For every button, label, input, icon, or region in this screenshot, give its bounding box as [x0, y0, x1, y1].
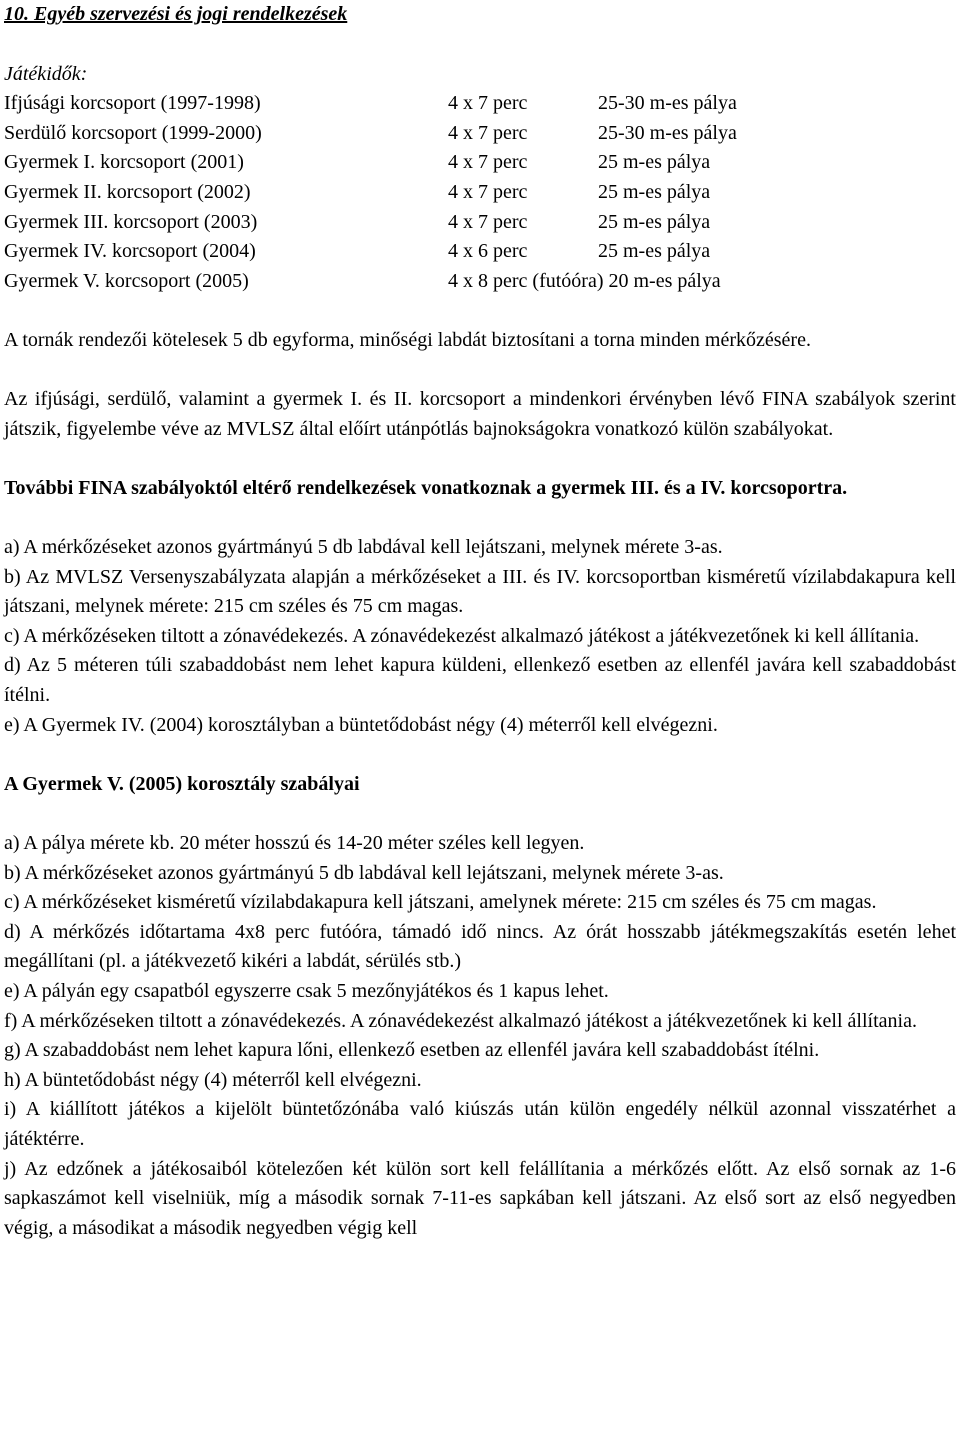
section-title-gyermek-v: A Gyermek V. (2005) korosztály szabályai [4, 772, 360, 795]
list-item: d) Az 5 méteren túli szabaddobást nem lehet kapura küldeni, ellenkező esetben az ellenfél javára kell szabaddobást ítélni. [4, 654, 956, 707]
spacer [4, 356, 956, 386]
game-time: 4 x 8 perc (futóóra) 20 m-es pálya [448, 269, 721, 292]
list-item: j) Az edzőnek a játékosaiból kötelezően két külön sort kell felállítania a mérkőzés előtt. Az első sornak az 1-6 sapkaszámot kell viselniük, míg a második sornak 7-11-es sapkában kell játszani. Az első sort az első negyedben végig, a másodikat a második negyedben végig kell [4, 1157, 956, 1239]
table-row [4, 237, 956, 267]
list-item: h) A büntetődobást négy (4) méterről kell elvégezni. [4, 1068, 422, 1091]
spacer [4, 740, 956, 770]
game-time: 4 x 7 perc [448, 151, 528, 174]
paragraph-fina-rules: Az ifjúsági, serdülő, valamint a gyermek I. és II. korcsoport a mindenkori érvényben lévő FINA szabályok szerint játszik, figyelembe véve az MVLSZ által előírt utánpótlás bajnokságokra vonatkozó külön szabályokat. [4, 388, 956, 440]
age-group: Gyermek IV. korcsoport (2004) [4, 240, 256, 263]
game-time: 4 x 7 perc [448, 210, 528, 233]
pool-size: 25-30 m-es pálya [598, 92, 737, 115]
spacer [4, 504, 956, 534]
age-group: Gyermek V. korcsoport (2005) [4, 269, 249, 292]
list-item: b) Az MVLSZ Versenyszabályzata alapján a mérkőzéseket a III. és IV. korcsoportban kisméretű vízilabdakapura kell játszani, melynek mérete: 215 cm széles és 75 cm magas. [4, 565, 956, 618]
pool-size: 25-30 m-es pálya [598, 121, 737, 144]
section-heading: 10. Egyéb szervezési és jogi rendelkezések [4, 3, 348, 25]
game-time: 4 x 7 perc [448, 92, 528, 115]
table-row [4, 148, 956, 178]
game-time: 4 x 7 perc [448, 121, 528, 144]
game-time: 4 x 7 perc [448, 180, 528, 203]
list-item: c) A mérkőzéseket kisméretű vízilabdakapura kell játszani, amelynek mérete: 215 cm széles és 75 cm magas. [4, 891, 877, 914]
age-group: Gyermek III. korcsoport (2003) [4, 210, 258, 233]
list-item: b) A mérkőzéseket azonos gyártmányú 5 db labdával kell lejátszani, melynek mérete 3-as. [4, 861, 724, 884]
age-group: Gyermek II. korcsoport (2002) [4, 180, 251, 203]
list-item: a) A mérkőzéseket azonos gyártmányú 5 db labdával kell lejátszani, melynek mérete 3-as. [4, 536, 723, 559]
paragraph-balls: A tornák rendezői kötelesek 5 db egyforma, minőségi labdát biztosítani a torna minden mérkőzésére. [4, 328, 811, 351]
table-row [4, 267, 956, 297]
list-item: i) A kiállított játékos a kijelölt büntetőzónába való kiúszás után külön engedély nélkül azonnal visszatérhet a játéktérre. [4, 1098, 956, 1150]
game-times-label: Játékidők: [4, 62, 88, 85]
pool-size: 25 m-es pálya [598, 180, 711, 203]
list-item: e) A pályán egy csapatból egyszerre csak 5 mezőnyjátékos és 1 kapus lehet. [4, 980, 609, 1002]
spacer [4, 296, 956, 326]
list-item: a) A pálya mérete kb. 20 méter hosszú és 14-20 méter széles kell legyen. [4, 832, 585, 855]
pool-size: 25 m-es pálya [598, 240, 711, 263]
list-item: e) A Gyermek IV. (2004) korosztályban a büntetődobást négy (4) méterről kell elvégezni. [4, 713, 718, 736]
list-item: f) A mérkőzéseken tiltott a zónavédekezés. A zónavédekezést alkalmazó játékost a játékvezetőnek ki kell állítania. [4, 1009, 917, 1032]
list-item: g) A szabaddobást nem lehet kapura lőni, ellenkező esetben az ellenfél javára kell szabaddobást ítélni. [4, 1039, 820, 1062]
list-item: c) A mérkőzéseken tiltott a zónavédekezés. A zónavédekezést alkalmazó játékost a játékvezetőnek ki kell állítania. [4, 624, 920, 647]
spacer [4, 444, 956, 474]
game-times-table [4, 89, 956, 296]
pool-size: 25 m-es pálya [598, 210, 711, 233]
table-row [4, 119, 956, 149]
age-group: Serdülő korcsoport (1999-2000) [4, 121, 262, 144]
game-time: 4 x 6 perc [448, 240, 528, 263]
pool-size: 25 m-es pálya [598, 151, 711, 174]
age-group: Ifjúsági korcsoport (1997-1998) [4, 92, 261, 115]
table-row [4, 89, 956, 119]
table-row [4, 208, 956, 238]
list-item: d) A mérkőzés időtartama 4x8 perc futóóra, támadó idő nincs. Az órát hosszabb játékmegszakítás esetén lehet megállítani (pl. a játékvezető kikéri a labdát, sérülés stb.) [4, 920, 956, 973]
section-title-exceptions: További FINA szabályoktól eltérő rendelkezések vonatkoznak a gyermek III. és a IV. korcsoportra. [4, 476, 848, 499]
table-row [4, 178, 956, 208]
spacer [4, 799, 956, 829]
age-group: Gyermek I. korcsoport (2001) [4, 151, 244, 174]
